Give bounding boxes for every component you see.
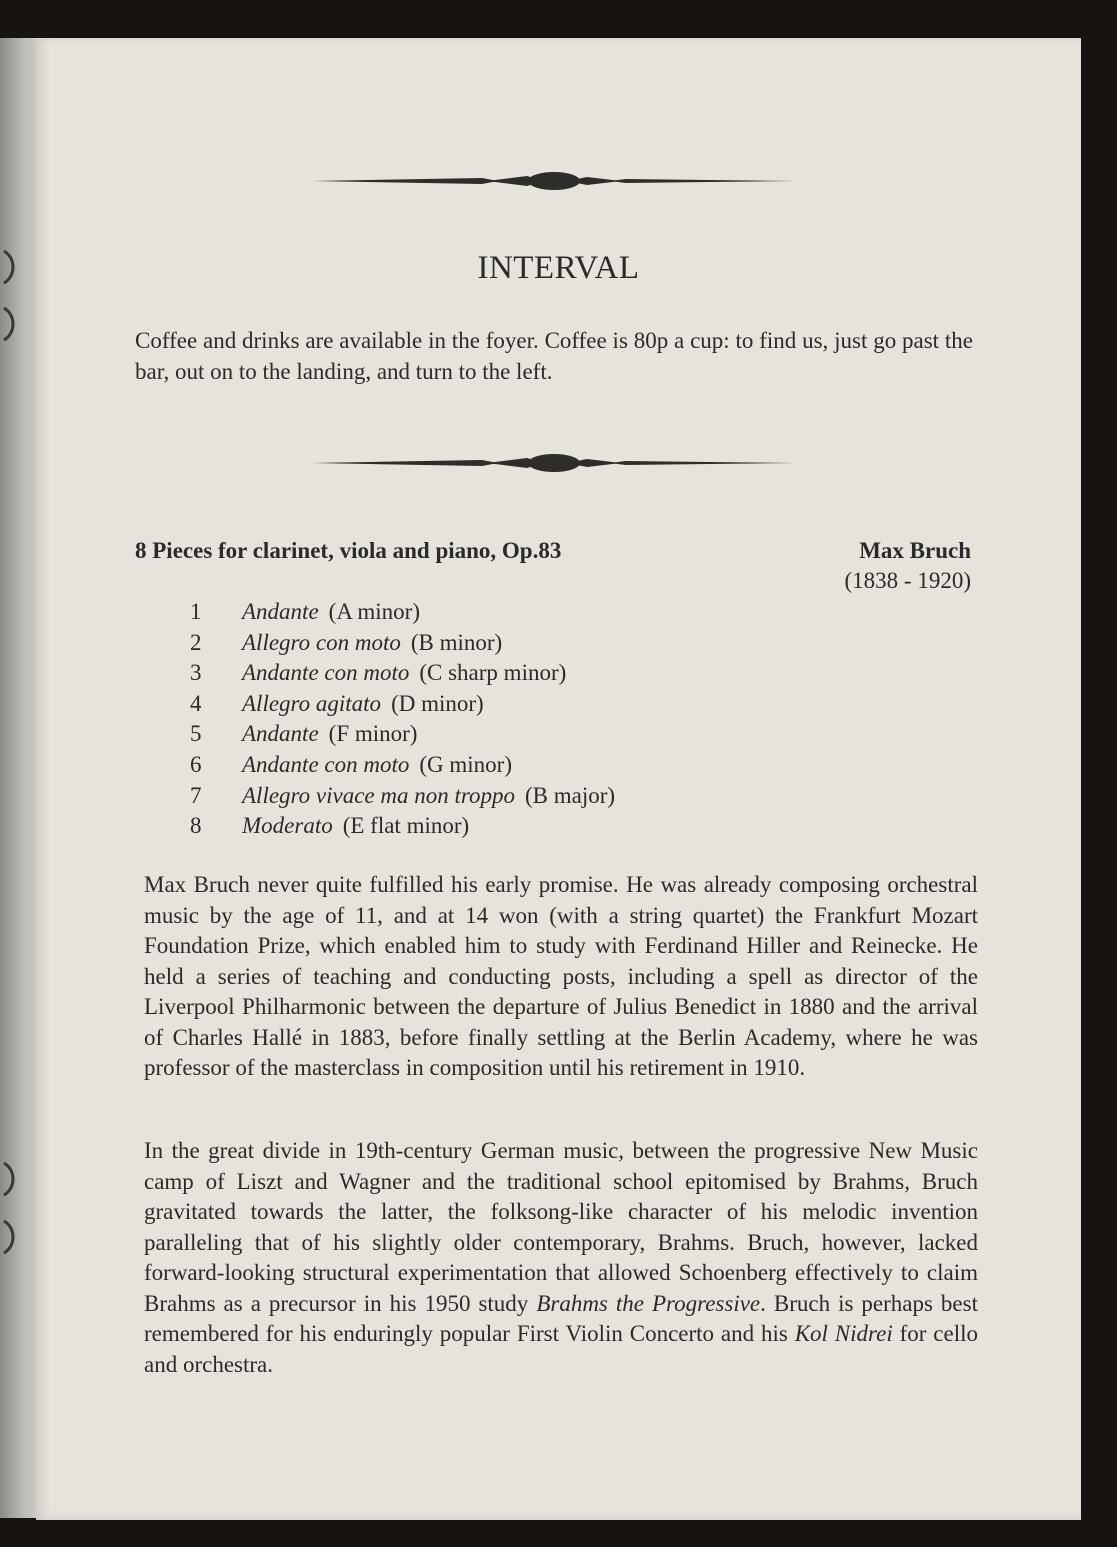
notes-paragraph-2 [144,1136,978,1380]
notes-paragraph-2-text-c: for cello and orchestra. [144,1321,978,1377]
movement-item [190,811,615,842]
movement-tempo: Andante con moto [242,751,410,777]
movement-number: 8 [190,813,202,839]
movement-number: 5 [190,721,202,747]
movement-tempo: Allegro agitato [242,690,382,716]
movement-item [190,689,615,720]
movement-tempo: Andante con moto [242,660,410,686]
movement-item [190,719,615,750]
interval-heading: INTERVAL [477,250,640,286]
movement-item [190,781,615,812]
movement-key: (B major) [524,782,616,808]
book-title-brahms-the-progressive: Brahms the Progressive [536,1290,761,1316]
movement-tempo: Andante [242,721,319,747]
interval-text: Coffee and drinks are available in the foyer. Coffee is 80p a cup: to find us, just go past the bar, out on to the landing, and turn to the left. [135,328,973,384]
work-title-kol-nidrei: Kol Nidrei [794,1321,893,1346]
movement-item [190,628,615,659]
composer-dates: (1838 - 1920) [844,568,971,593]
movement-key: (E flat minor) [342,813,470,839]
movement-key: (D minor) [391,690,484,716]
movement-number: 3 [190,660,202,686]
movement-key: (C sharp minor) [419,660,567,686]
notes-paragraph-2-text-b: . Bruch is perhaps best remembered for his enduringly popular First Violin Concerto and his [144,1290,978,1346]
work-title: 8 Pieces for clarinet, viola and piano, Op.83 [135,538,562,563]
movement-number: 6 [190,751,202,777]
movement-item [190,750,615,781]
movement-tempo: Allegro vivace ma non troppo [242,782,515,808]
binding-ring-3 [0,1160,18,1198]
composer-name: Max Bruch [859,538,971,563]
movement-number: 1 [190,599,202,624]
binding-ring-4 [0,1218,18,1256]
movement-item [190,658,615,689]
movement-number: 4 [190,690,202,716]
movement-key: (A minor) [328,599,421,624]
notes-paragraph-1: Max Bruch never quite fulfilled his early promise. He was already composing orchestral music by the age of 11, and at 14 won (with a string quartet) the Frankfurt Mozart Foundation Prize, which enabled him to study with Ferdinand Hiller and Reinecke. He held a series of teaching and conducting posts, including a spell as director of the Liverpool Philharmonic between the departure of Julius Benedict in 1880 and the arrival of Charles Hallé in 1883, before finally settling at the Berlin Academy, where he was professor of the masterclass in composition until his retirement in 1910. [144,872,978,1080]
movement-item [190,597,615,628]
movement-number: 2 [190,629,202,655]
movement-number: 7 [190,782,202,808]
movement-list [190,597,615,842]
movement-key: (G minor) [419,751,512,777]
movement-tempo: Moderato [242,813,333,839]
movement-tempo: Andante [242,599,319,624]
movement-key: (B minor) [410,629,503,655]
binding-ring-2 [0,305,18,343]
movement-key: (F minor) [328,721,418,747]
ornament-divider-top [312,168,796,194]
movement-tempo: Allegro con moto [242,629,401,655]
ornament-divider-middle [312,450,796,476]
notes-paragraph-2-text-a: In the great divide in 19th-century German music, between the progressive New Music camp of Liszt and Wagner and the traditional school epitomised by Brahms, Bruch gravitated towards the latter, the folksong-like character of his melodic invention paralleling that of his slightly older contemporary, Brahms. Bruch, however, lacked forward-looking structural experimentation that allowed Schoenberg effectively to claim Brahms as a precursor in his 1950 study [144,1138,978,1316]
